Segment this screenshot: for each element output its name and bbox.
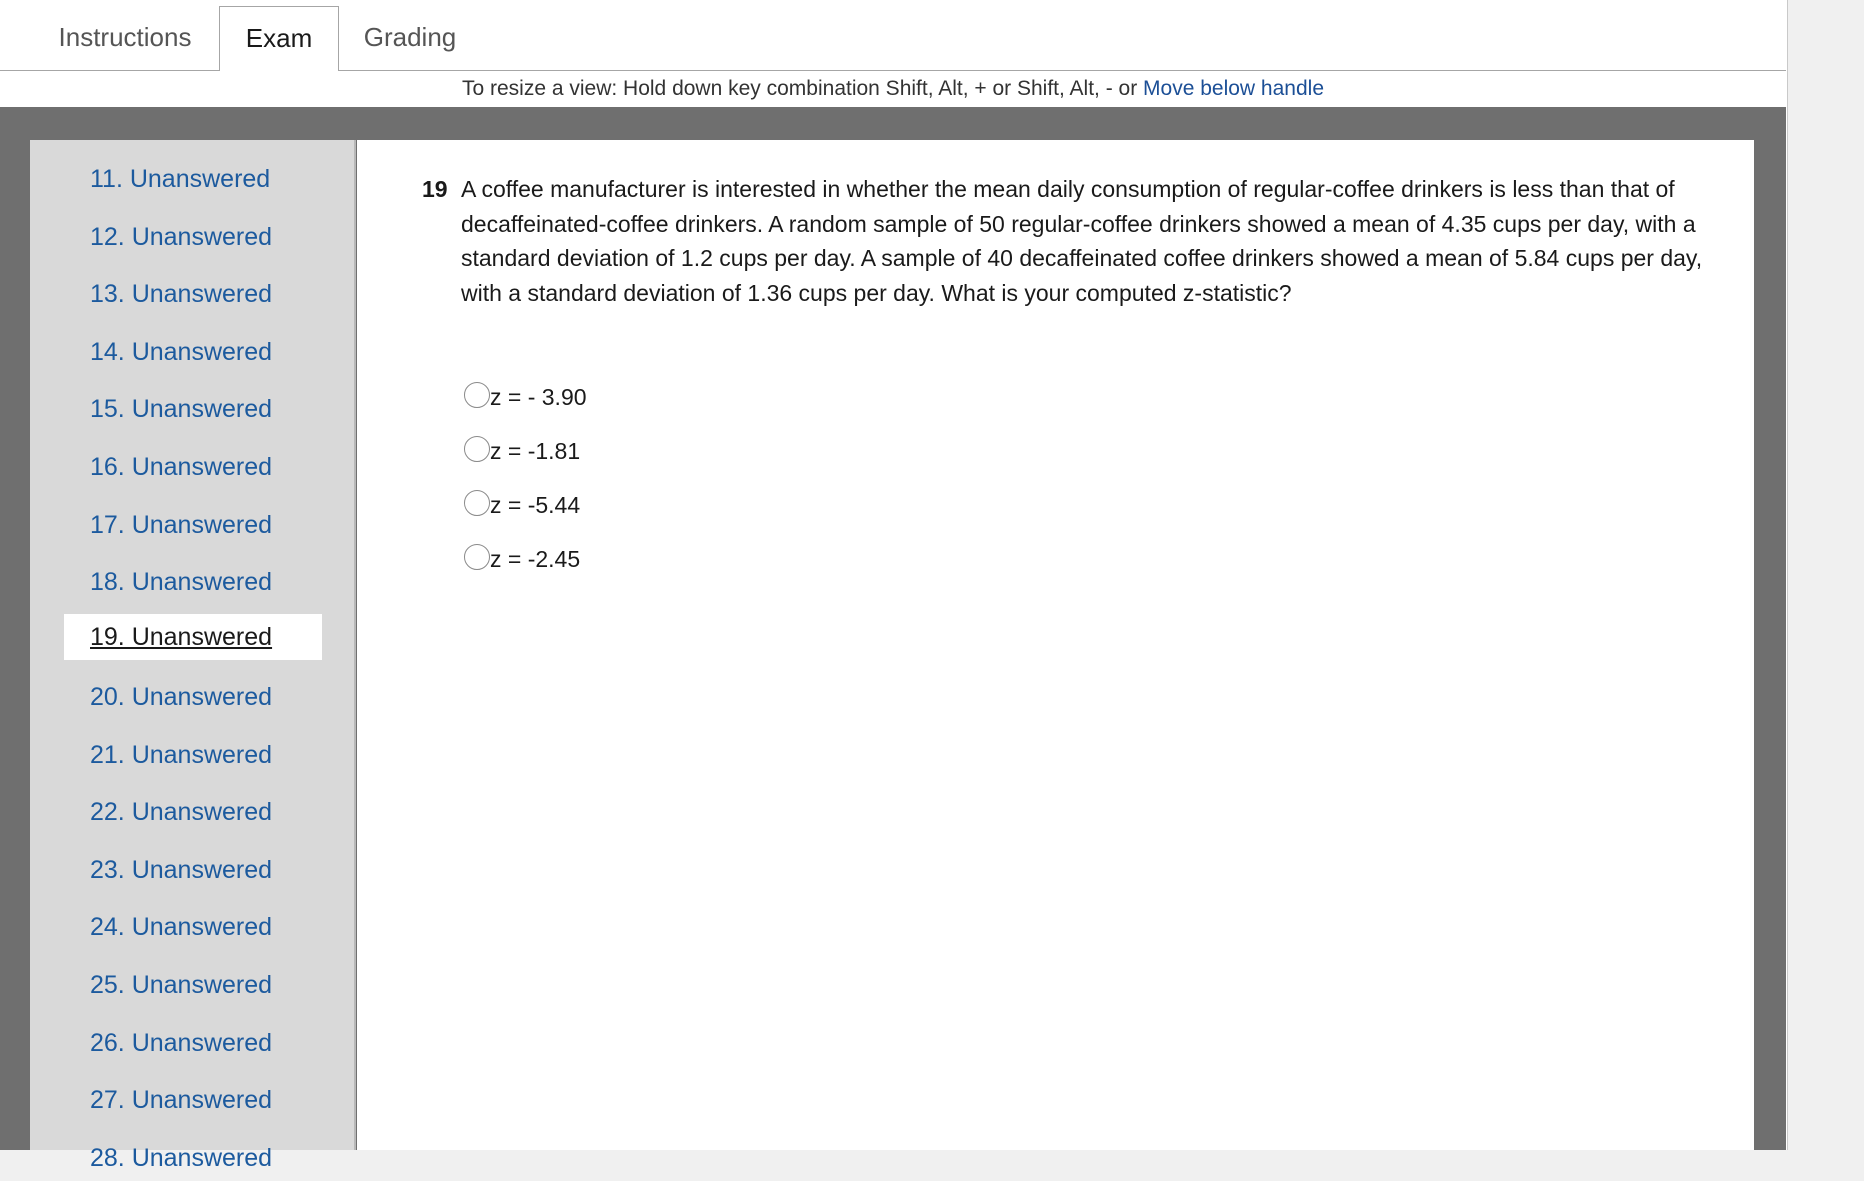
- radio-button[interactable]: [464, 544, 490, 570]
- question-nav-item[interactable]: 15. Unanswered: [90, 395, 273, 423]
- move-below-handle-link[interactable]: Move below handle: [1143, 77, 1324, 100]
- question-nav-item[interactable]: 27. Unanswered: [90, 1086, 273, 1114]
- question-nav-item[interactable]: 21. Unanswered: [90, 741, 273, 769]
- question-nav-item[interactable]: 14. Unanswered: [90, 338, 273, 366]
- radio-button[interactable]: [464, 382, 490, 408]
- question-nav-item[interactable]: 22. Unanswered: [90, 798, 273, 826]
- radio-button[interactable]: [464, 436, 490, 462]
- radio-button[interactable]: [464, 490, 490, 516]
- question-nav-item[interactable]: 12. Unanswered: [90, 223, 273, 251]
- question-nav-item-current[interactable]: 19. Unanswered: [64, 614, 322, 660]
- question-nav-item[interactable]: 28. Unanswered: [90, 1144, 273, 1172]
- question-nav-item[interactable]: 24. Unanswered: [90, 913, 273, 941]
- answer-option[interactable]: [464, 434, 580, 464]
- question-nav-item[interactable]: 13. Unanswered: [90, 280, 273, 308]
- question-nav-item[interactable]: 26. Unanswered: [90, 1029, 273, 1057]
- resize-hint-text: To resize a view: Hold down key combination Shift, Alt, + or Shift, Alt, - or: [461, 77, 1144, 100]
- tab-instructions[interactable]: Instructions: [58, 22, 192, 52]
- answer-option[interactable]: [464, 380, 587, 410]
- question-panel: [357, 140, 1754, 1150]
- answer-option-label: z = -1.81: [490, 437, 581, 464]
- resize-hint: [0, 71, 1786, 107]
- question-nav-item[interactable]: 20. Unanswered: [90, 683, 273, 711]
- question-text: A coffee manufacturer is interested in whether the mean daily consumption of regular-coffee drinkers is less than that of decaffeinated-coffee drinkers. A random sample of 50 regular-coffee drinkers showed a mean of 4.35 cups per day, with a standard deviation of 1.2 cups per day. A sample of 40 decaffeinated coffee drinkers showed a mean of 5.84 cups per day, with a standard deviation of 1.36 cups per day. What is your computed z-statistic?: [461, 176, 1703, 306]
- question-nav-item[interactable]: 17. Unanswered: [90, 511, 273, 539]
- question-nav-item[interactable]: 25. Unanswered: [90, 971, 273, 999]
- question-nav-item[interactable]: 18. Unanswered: [90, 568, 273, 596]
- question-nav-item[interactable]: 11. Unanswered: [90, 165, 271, 193]
- answer-option-label: z = -2.45: [490, 545, 581, 572]
- tab-exam[interactable]: Exam: [219, 6, 339, 72]
- tab-grading[interactable]: Grading: [363, 22, 457, 52]
- question-number: 19: [422, 176, 448, 202]
- answer-option-label: z = -5.44: [490, 491, 581, 518]
- answer-option[interactable]: [464, 488, 580, 518]
- question-navigator: [30, 140, 356, 1172]
- question-nav-item[interactable]: 23. Unanswered: [90, 856, 273, 884]
- question-nav-item[interactable]: 16. Unanswered: [90, 453, 273, 481]
- tab-bar: [0, 0, 1786, 71]
- answer-option-label: z = - 3.90: [490, 383, 587, 410]
- answer-option[interactable]: [464, 542, 580, 572]
